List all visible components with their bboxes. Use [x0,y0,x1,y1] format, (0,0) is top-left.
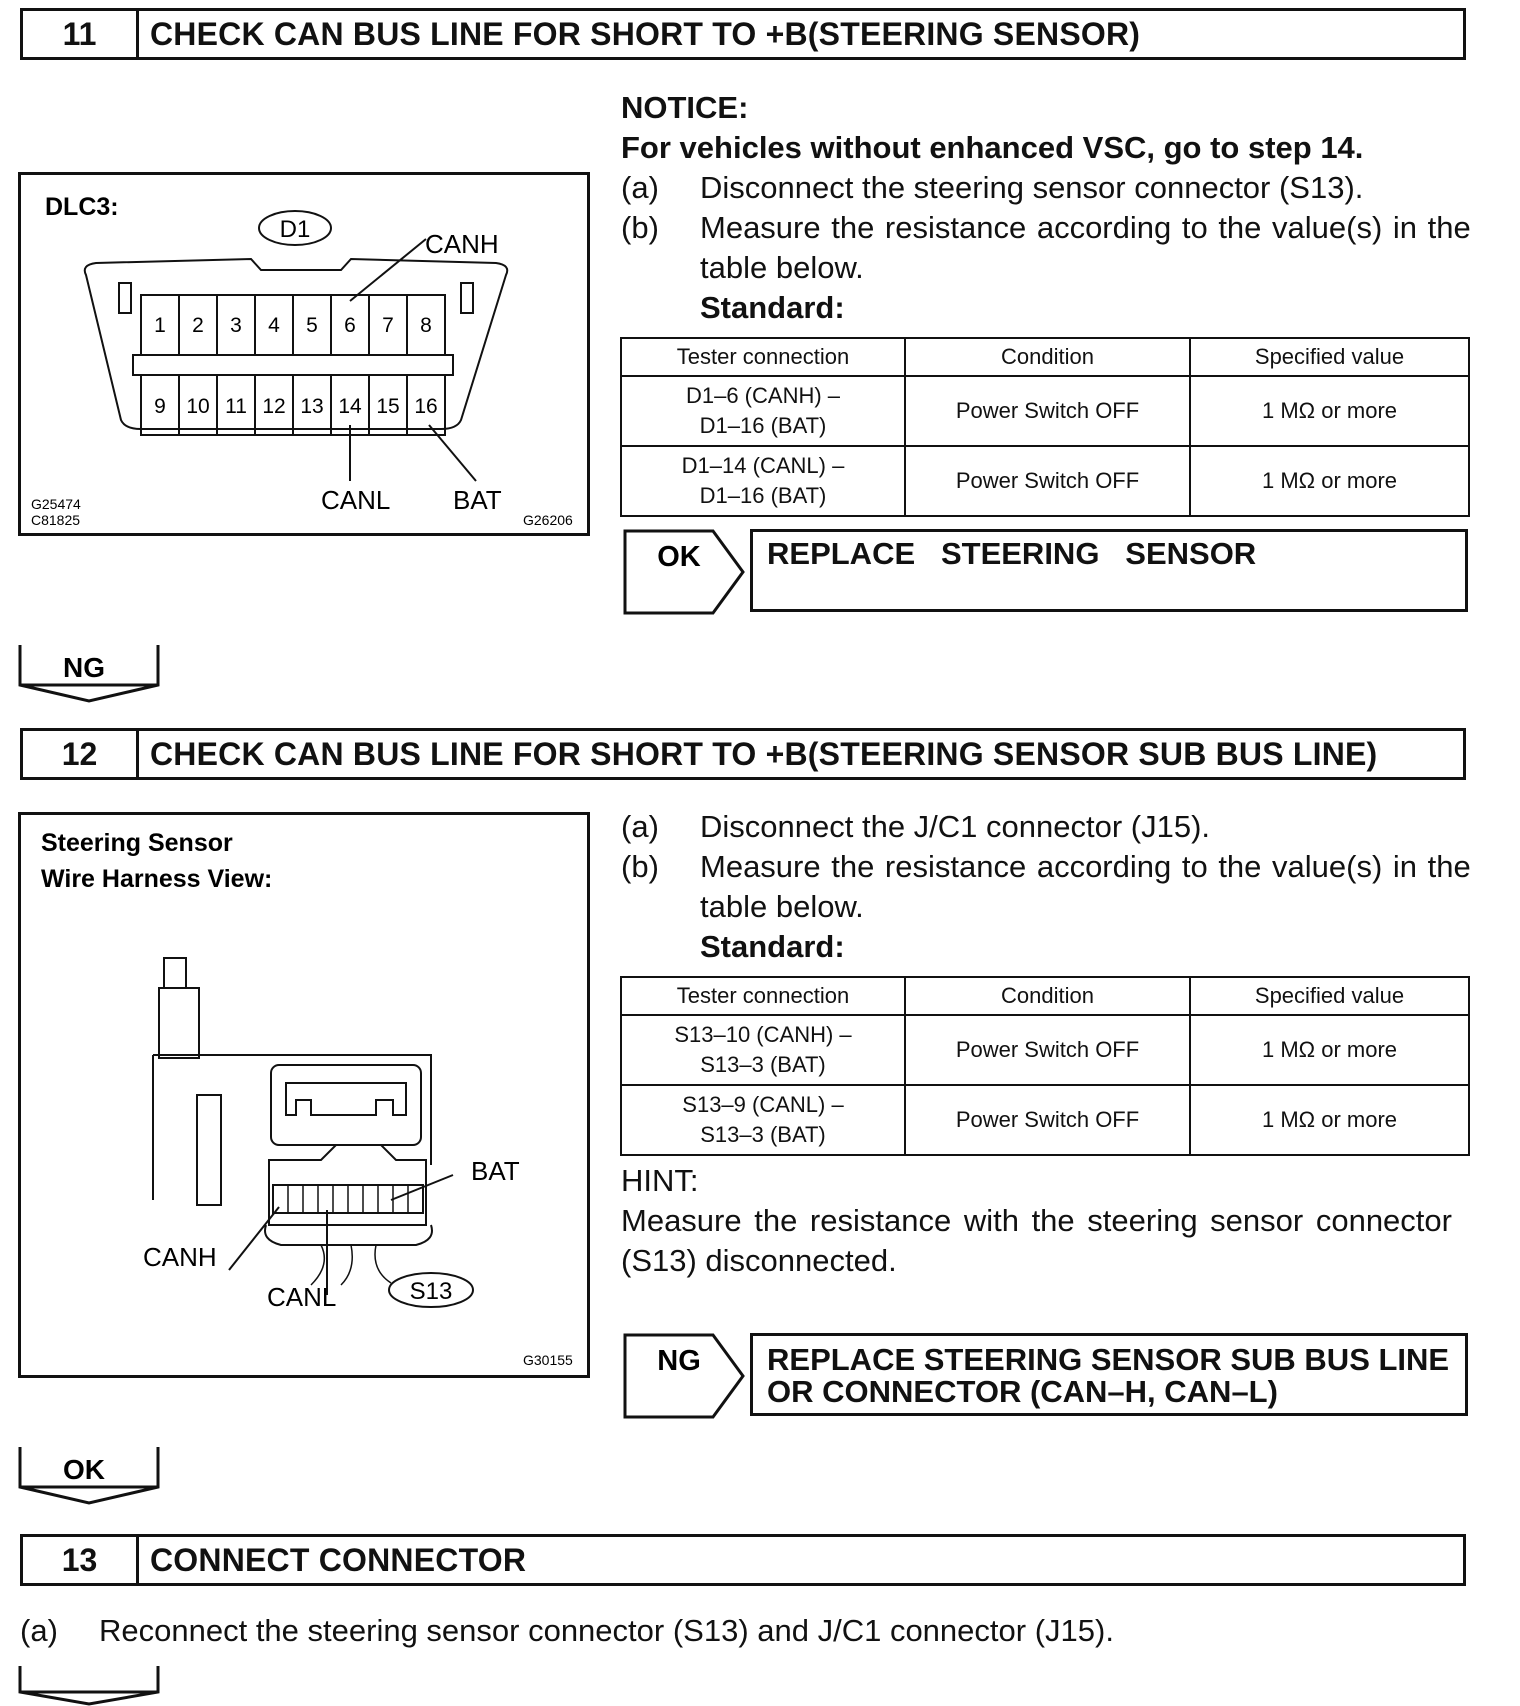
ok-flow-tab [18,1445,160,1505]
header-cell: Specified value [1190,338,1469,376]
instruction-marker-a: (a) [20,1613,58,1648]
pin-label: 9 [154,395,166,418]
figure-code-1: G25474 [31,496,81,512]
pin-label: 6 [344,314,356,337]
bat-label: BAT [453,485,502,515]
table-cell [621,1085,905,1155]
header-cell: Tester connection [621,977,905,1015]
result-text: REPLACE STEERING SENSOR SUB BUS LINE [767,1342,1450,1377]
table-row [621,446,1469,516]
header-cell: Condition [905,338,1190,376]
spec-table-11 [620,337,1470,517]
instruction-text-b-cont: table below. [700,889,864,924]
ok-label: OK [657,541,701,573]
table-row [621,1085,1469,1155]
tester-connection: S13–10 (CANH) – [674,1022,852,1047]
instruction-text-b: Measure the resistance according to the value(s) in the [700,210,1471,245]
header-cell: Specified value [1190,977,1469,1015]
canh-label: CANH [143,1242,217,1272]
pin-label: 5 [306,314,318,337]
dlc3-figure [18,172,590,536]
instruction-marker-a: (a) [621,170,659,205]
tester-connection: D1–16 (BAT) [699,483,827,508]
notice-label: NOTICE: [621,90,749,125]
header-cell: Tester connection [621,338,905,376]
ng-label: NG [63,652,105,683]
step-11-header [20,8,1466,60]
step-number: 11 [23,11,139,57]
standard-label: Standard: [700,290,845,325]
table-cell: Power Switch OFF [905,1085,1190,1155]
connector-label: S13 [409,1278,453,1305]
pin-label: 7 [382,314,394,337]
instruction-text-a: Reconnect the steering sensor connector (S13) and J/C1 connector (J15). [99,1613,1114,1648]
instruction-text-b: Measure the resistance according to the value(s) in the [700,849,1471,884]
step-title: CHECK CAN BUS LINE FOR SHORT TO +B(STEERING SENSOR) [150,15,1141,52]
hint-text-cont: (S13) disconnected. [621,1243,897,1278]
bat-label: BAT [471,1156,520,1186]
next-flow-tab [18,1664,160,1706]
ng-label: NG [657,1345,701,1377]
figure-title: DLC3: [45,193,119,221]
table-cell: 1 MΩ or more [1190,446,1469,516]
ok-label: OK [63,1454,105,1485]
instruction-text-b-cont: table below. [700,250,864,285]
canl-label: CANL [267,1282,337,1312]
hint-text: Measure the resistance with the steering sensor connector [621,1203,1452,1238]
ng-result-arrow [623,1333,745,1419]
pin-label: 15 [376,395,400,418]
table-cell: 1 MΩ or more [1190,1015,1469,1085]
pin-label: 16 [414,395,438,418]
result-text: REPLACE STEERING SENSOR [767,536,1257,571]
table-row [621,1015,1469,1085]
pin-label: 8 [420,314,432,337]
ng-flow-tab [18,643,160,703]
pin-label: 11 [225,395,247,418]
table-cell: 1 MΩ or more [1190,1085,1469,1155]
figure-code-3: G26206 [523,512,573,528]
step-13-header [20,1534,1466,1586]
step-title: CONNECT CONNECTOR [150,1541,527,1578]
pin-label: 10 [186,395,210,418]
table-row [621,376,1469,446]
result-text: OR CONNECTOR (CAN–H, CAN–L) [767,1374,1278,1409]
header-cell: Condition [905,977,1190,1015]
figure-code: G30155 [523,1352,573,1368]
instruction-text-a: Disconnect the J/C1 connector (J15). [700,809,1211,844]
pin-label: 1 [154,314,166,337]
tester-connection: D1–14 (CANL) – [681,453,845,478]
table-header-row [621,338,1469,376]
pin-label: 14 [338,395,362,418]
figure-code-2: C81825 [31,512,81,528]
table-cell [621,446,905,516]
pin-label: 2 [192,314,204,337]
figure-title: Wire Harness View: [41,865,273,893]
step-title: CHECK CAN BUS LINE FOR SHORT TO +B(STEERING SENSOR SUB BUS LINE) [150,735,1378,772]
notice-text: For vehicles without enhanced VSC, go to step 14. [621,130,1364,165]
step-12-header [20,728,1466,780]
ok-result-box [750,529,1468,612]
steering-sensor-diagram [21,815,587,1375]
table-cell [621,1015,905,1085]
figure-title: Steering Sensor [41,829,233,857]
hint-label: HINT: [621,1163,699,1198]
tester-connection: S13–3 (BAT) [700,1122,826,1147]
step-number: 13 [23,1537,139,1583]
steering-sensor-figure [18,812,590,1378]
tester-connection: D1–16 (BAT) [699,413,827,438]
pin-label: 13 [300,395,324,418]
instruction-marker-a: (a) [621,809,659,844]
dlc3-diagram [21,175,587,533]
connector-label: D1 [279,216,311,243]
pin-row-bottom [141,375,445,435]
table-cell: Power Switch OFF [905,376,1190,446]
standard-label: Standard: [700,929,845,964]
tester-connection: S13–3 (BAT) [700,1052,826,1077]
spec-table-12 [620,976,1470,1156]
table-cell: Power Switch OFF [905,1015,1190,1085]
pin-label: 3 [230,314,242,337]
instruction-text-a: Disconnect the steering sensor connector (S13). [700,170,1364,205]
instruction-marker-b: (b) [621,210,659,245]
instruction-marker-b: (b) [621,849,659,884]
pin-label: 4 [268,314,280,337]
table-cell: Power Switch OFF [905,446,1190,516]
pin-label: 12 [262,395,286,418]
canh-label: CANH [425,229,499,259]
pin-row-top [141,295,445,355]
ng-result-box [750,1333,1468,1416]
tester-connection: S13–9 (CANL) – [682,1092,844,1117]
tester-connection: D1–6 (CANH) – [685,383,841,408]
table-cell: 1 MΩ or more [1190,376,1469,446]
table-header-row [621,977,1469,1015]
canl-label: CANL [321,485,391,515]
ok-result-arrow [623,529,745,615]
step-number: 12 [23,731,139,777]
table-cell [621,376,905,446]
